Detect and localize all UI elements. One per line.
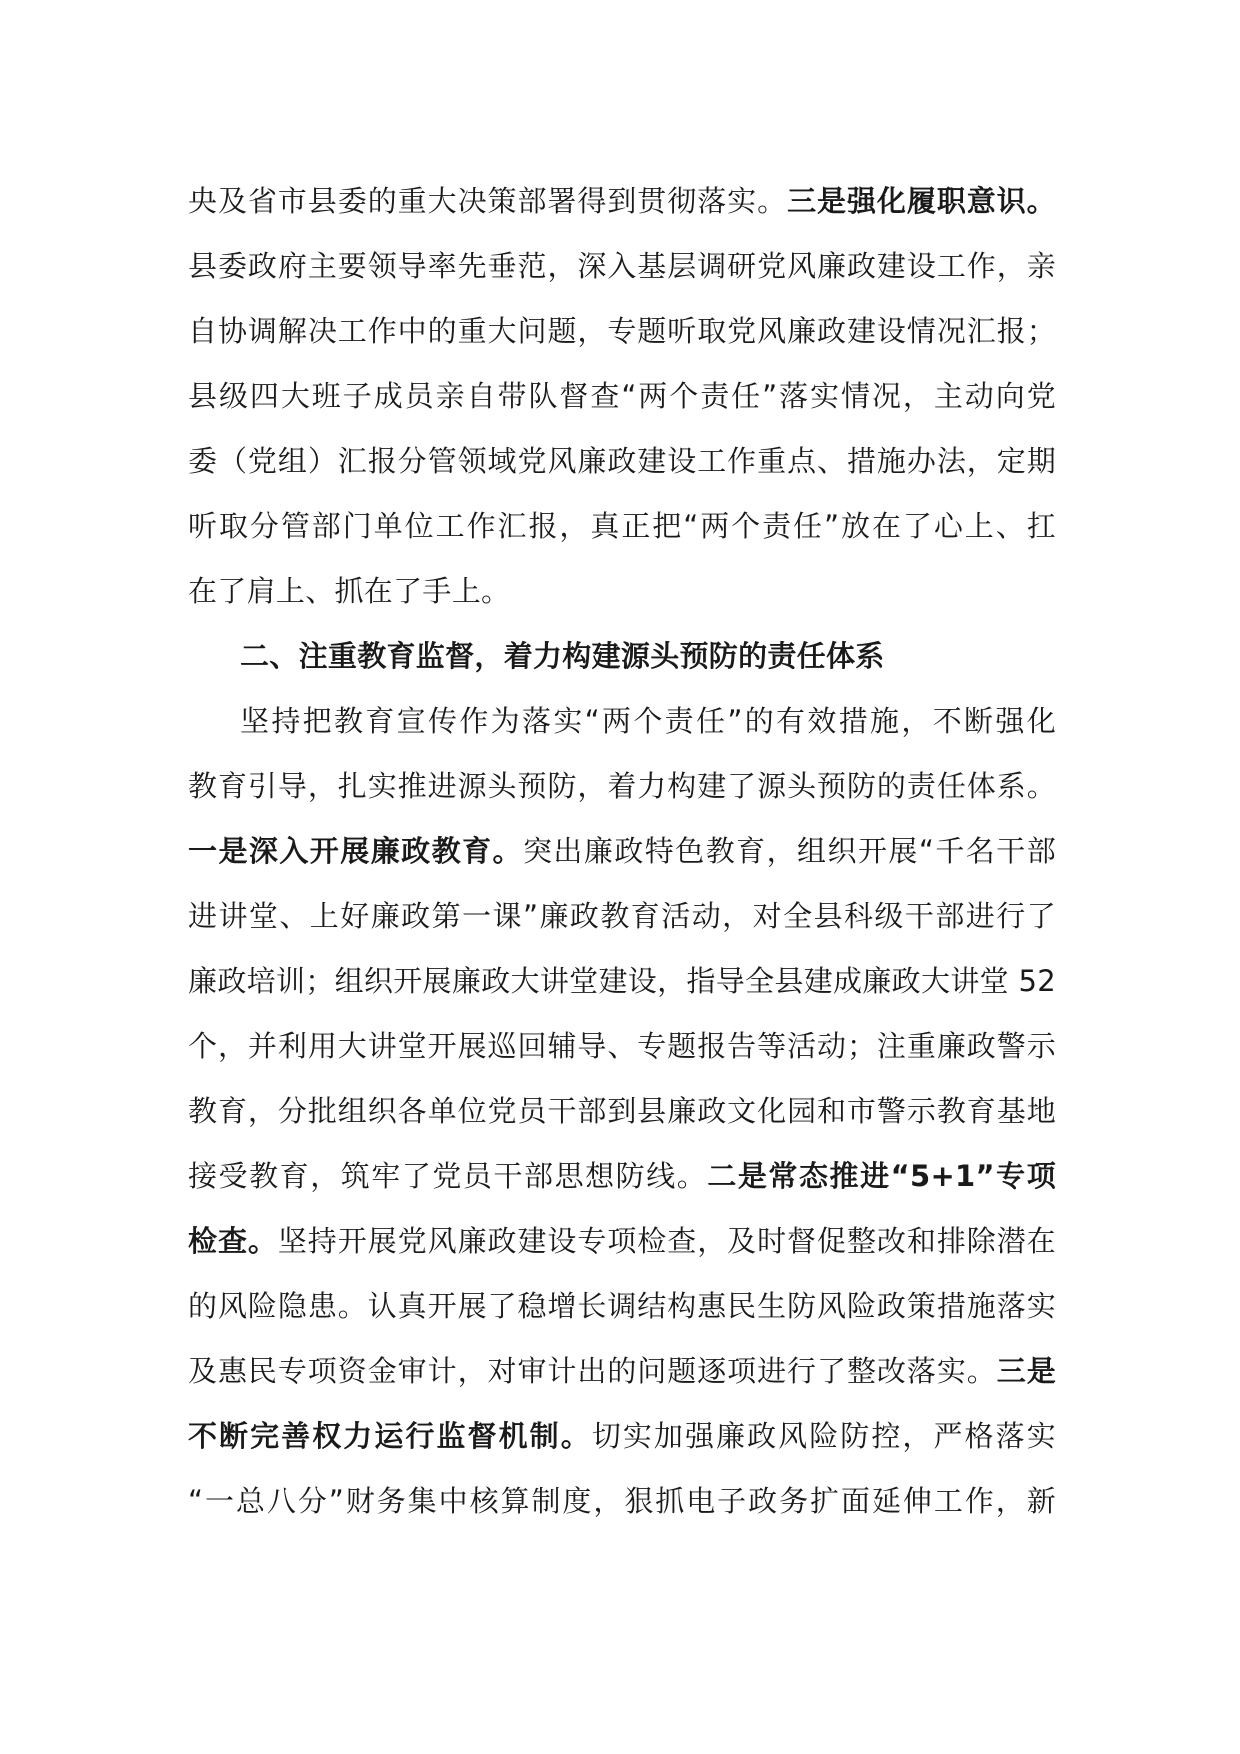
paragraph2-line7: 教育，分批组织各单位党员干部到县廉政文化园和市警示教育基地 (188, 1094, 1056, 1128)
bold-run: 三是 (996, 1354, 1056, 1388)
paragraph2-line10: 的风险隐患。认真开展了稳增长调结构惠民生防风险政策措施落实 (188, 1289, 1056, 1323)
text-run: 切实加强廉政风险防控，严格落实 (591, 1419, 1056, 1453)
paragraph2-line9 (188, 1209, 1056, 1274)
bold-run: 不断完善权力运行监督机制。 (188, 1419, 592, 1453)
bold-run: 二是常态推进“5+1”专项 (707, 1159, 1056, 1193)
paragraph2-line1: 坚持把教育宣传作为落实“两个责任”的有效措施，不断强化 (240, 704, 1056, 738)
paragraph2-line4: 进讲堂、上好廉政第一课”廉政教育活动，对全县科级干部进行了 (188, 899, 1056, 933)
paragraph2-line13: “一总八分”财务集中核算制度，狠抓电子政务扩面延伸工作，新 (188, 1484, 1056, 1518)
paragraph1-line5: 委（党组）汇报分管领域党风廉政建设工作重点、措施办法，定期 (188, 444, 1056, 478)
paragraph1-line4: 县级四大班子成员亲自带队督查“两个责任”落实情况，主动向党 (188, 379, 1056, 413)
paragraph1-line6: 听取分管部门单位工作汇报，真正把“两个责任”放在了心上、扛 (188, 509, 1056, 543)
text-run: 坚持开展党风廉政建设专项检查，及时督促整改和排除潜在 (277, 1224, 1056, 1258)
text-run: 及惠民专项资金审计，对审计出的问题逐项进行了整改落实。 (188, 1354, 997, 1388)
bold-run: 检查。 (188, 1224, 278, 1258)
bold-run: 三是强化履职意识。 (787, 184, 1056, 218)
paragraph1-line3: 自协调解决工作中的重大问题，专题听取党风廉政建设情况汇报； (188, 314, 1056, 348)
paragraph2-line6: 个，并利用大讲堂开展巡回辅导、专题报告等活动；注重廉政警示 (188, 1029, 1056, 1063)
text-run: 接受教育，筑牢了党员干部思想防线。 (188, 1159, 708, 1193)
paragraph2-line5: 廉政培训；组织开展廉政大讲堂建设，指导全县建成廉政大讲堂 52 (188, 964, 1056, 998)
paragraph2-line8 (188, 1144, 1056, 1209)
section-heading: 二、注重教育监督，着力构建源头预防的责任体系 (240, 639, 885, 673)
paragraph1-line2: 县委政府主要领导率先垂范，深入基层调研党风廉政建设工作，亲 (188, 249, 1056, 283)
paragraph1-line1 (188, 169, 1056, 234)
paragraph1-line7: 在了肩上、抓在了手上。 (188, 574, 511, 608)
paragraph2-line3 (188, 819, 1056, 884)
bold-run: 一是深入开展廉政教育。 (188, 834, 523, 868)
text-run: 央及省市县委的重大决策部署得到贯彻落实。 (188, 184, 788, 218)
document-page (188, 169, 1056, 1534)
paragraph2-line12 (188, 1404, 1056, 1469)
paragraph2-line11 (188, 1339, 1056, 1404)
paragraph2-line2: 教育引导，扎实推进源头预防，着力构建了源头预防的责任体系。 (188, 769, 1056, 803)
text-run: 突出廉政特色教育，组织开展“千名干部 (522, 834, 1056, 868)
